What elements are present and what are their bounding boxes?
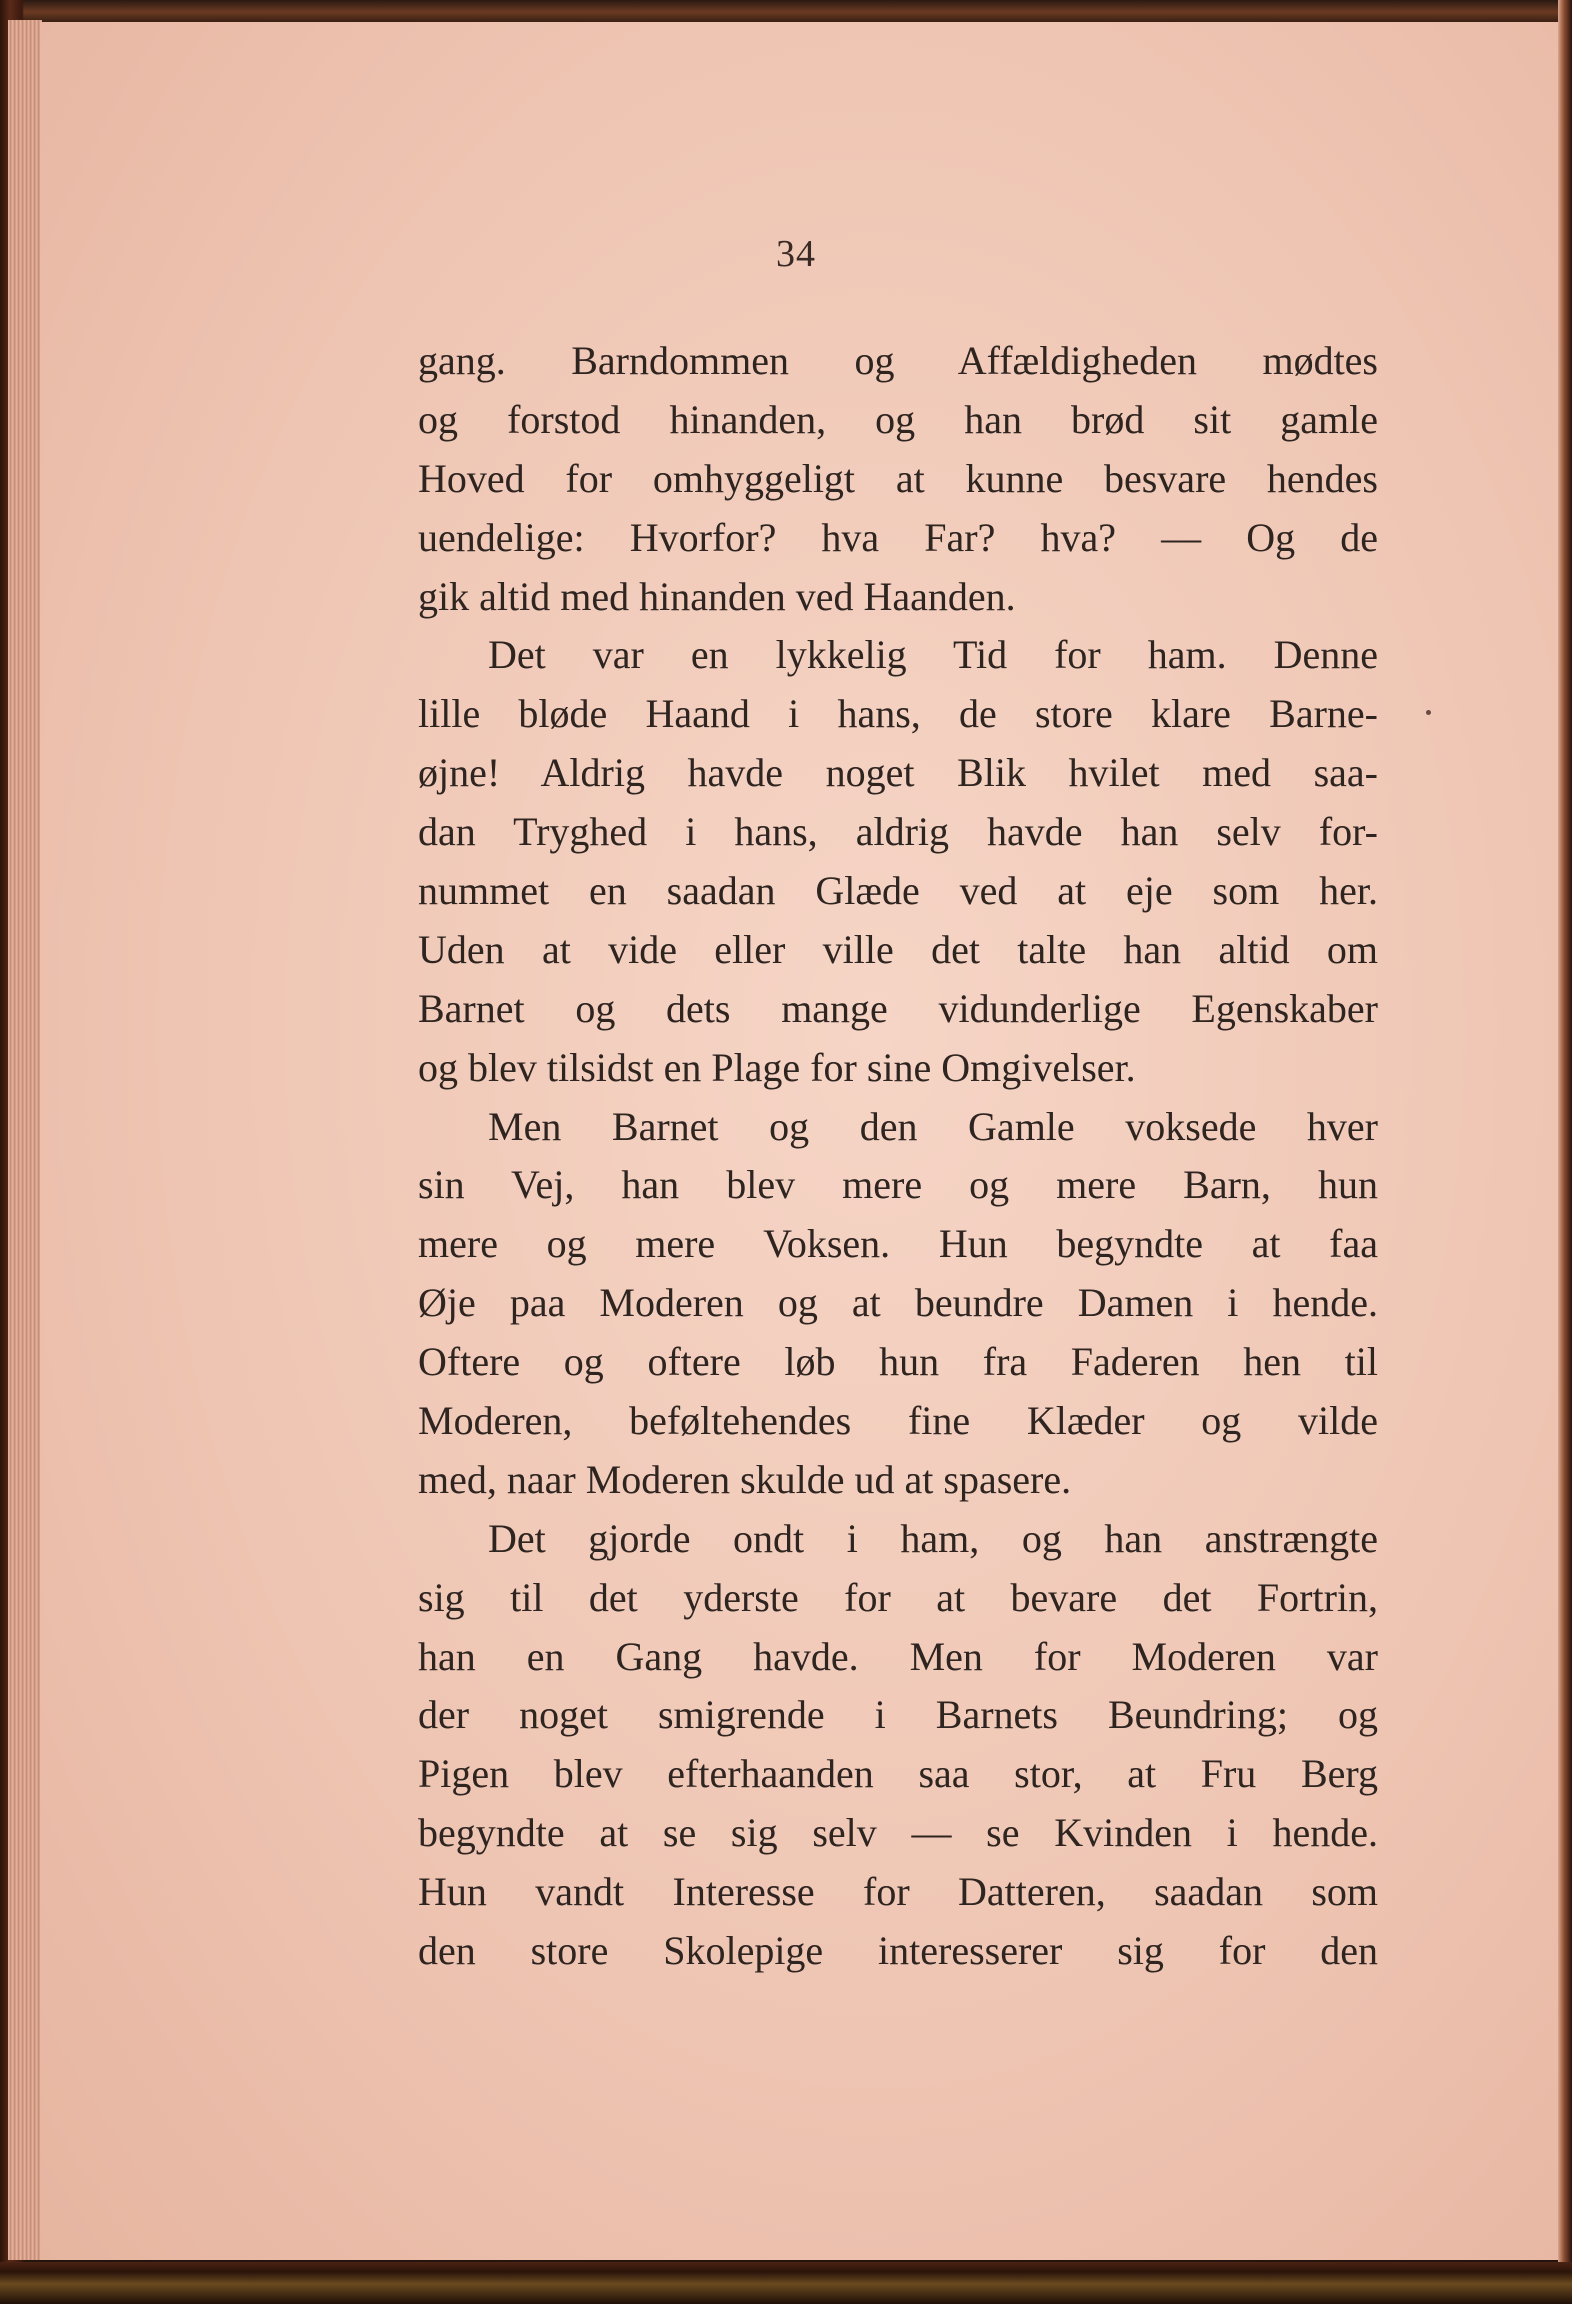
text-line: nummet en saadan Glæde ved at eje som her. [418,868,1378,914]
text-line: Barnet og dets mange vidunderlige Egenskaber [418,985,1378,1031]
text-line: den store Skolepige interesserer sig for den [418,1928,1378,1974]
text-line: sig til det yderste for at bevare det Fortrin, [418,1574,1378,1620]
text-line: dan Tryghed i hans, aldrig havde han selv for- [418,809,1378,855]
text-line: Det gjorde ondt i ham, og han anstrængte [488,1515,1378,1561]
text-line: øjne! Aldrig havde noget Blik hvilet med saa- [418,750,1378,796]
text-line: gang. Barndommen og Affældigheden mødtes [418,338,1378,383]
text-line: Men Barnet og den Gamle voksede hver [488,1103,1378,1149]
text-line: Øje paa Moderen og at beundre Damen i hende. [418,1280,1378,1326]
text-line: Oftere og oftere løb hun fra Faderen hen til [418,1339,1378,1385]
page-number: 34 [776,233,816,275]
text-line: der noget smigrende i Barnets Beundring; og [418,1692,1378,1738]
text-line: Pigen blev efterhaanden saa stor, at Fru Berg [418,1751,1378,1797]
page-edges [8,20,42,2260]
text-line: Hun vandt Interesse for Datteren, saadan som [418,1869,1378,1915]
text-line: og forstod hinanden, og han brød sit gamle [418,396,1378,442]
text-line: begyndte at se sig selv — se Kvinden i hende. [418,1810,1378,1856]
paper-speck [1426,710,1431,715]
text-line: sin Vej, han blev mere og mere Barn, hun [418,1162,1378,1208]
text-line: og blev tilsidst en Plage for sine Omgivelser. [418,1044,1136,1090]
text-line: gik altid med hinanden ved Haanden. [418,573,1016,619]
text-line: Hoved for omhyggeligt at kunne besvare hendes [418,455,1378,501]
text-line: mere og mere Voksen. Hun begyndte at faa [418,1221,1378,1267]
body-text [418,332,1378,1981]
text-line: uendelige: Hvorfor? hva Far? hva? — Og de [418,514,1378,560]
text-line: Moderen, beføltehendes fine Klæder og vilde [418,1398,1378,1444]
text-line: han en Gang havde. Men for Moderen var [418,1633,1378,1679]
text-line: med, naar Moderen skulde ud at spasere. [418,1456,1072,1502]
text-line: Uden at vide eller ville det talte han altid om [418,926,1378,972]
text-line: Det var en lykkelig Tid for ham. Denne [488,632,1378,678]
book-right-edge [1558,0,1572,2304]
text-line: lille bløde Haand i hans, de store klare Barne- [418,691,1378,737]
book-bottom-edge [0,2262,1572,2304]
